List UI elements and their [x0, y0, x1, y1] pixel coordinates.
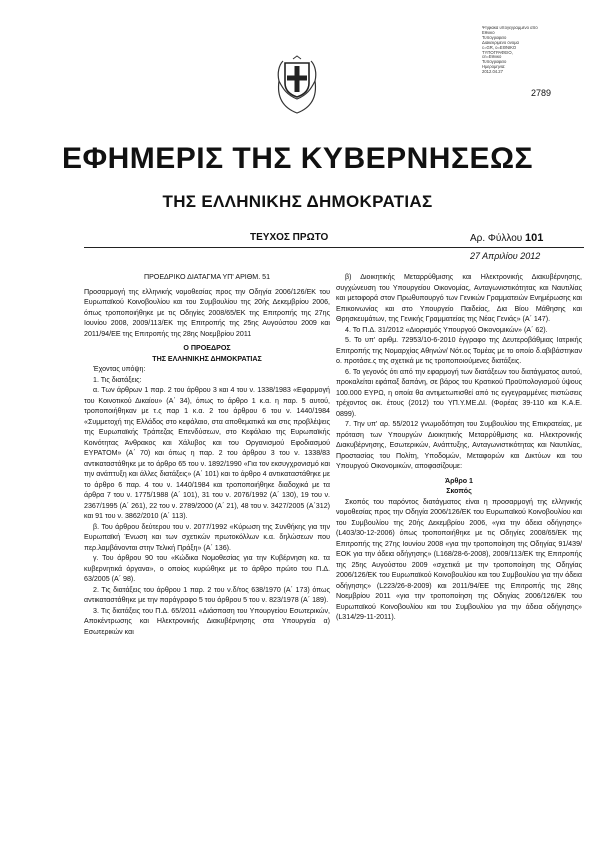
paragraph: β) Διοικητικής Μεταρρύθμισης και Ηλεκτρονικής Διακυβέρνησης, συγχώνευση του Υπουργείου Οικονομίας, Ανταγωνιστικότητας και Ναυτιλίας και μεταφορά στον Πρωθυπουργό των Γενικών Γραμματειών Ενημέρωσης και Επικοινωνίας και στο Υπουργείο Παιδείας, Δια Βίου Μάθησης και Θρησκευμάτων, της Γενικής Γραμματείας της Νέας Γενιάς» (Α΄ 147).	[336, 273, 582, 323]
president-heading: Ο ΠΡΟΕΔΡΟΣ	[183, 344, 231, 352]
paragraph: γ. Του άρθρου 90 του «Κώδικα Νομοθεσίας για την Κυβέρνηση κα. τα κυβερνητικά όργανα», ο οποίος κυρώθηκε με το άρθρο πρώτο του Π.Δ. 63/2005 (Α΄ 98).	[84, 554, 330, 583]
paragraph: 1. Τις διατάξεις:	[93, 375, 142, 384]
paragraph: 4. Το Π.Δ. 31/2012 «Διορισμός Υπουργού Οικονομικών» (Α΄ 62).	[345, 325, 548, 334]
right-column	[336, 272, 582, 623]
paragraph: 5. Το υπ' αριθμ. 72953/10-6-2010 έγγραφο της Δευτεροβάθμιας Ιατρικής Επιτροπής της Νομαρχίας Αθηνών/ Νότ.ος Τομέας με το οποίο δ.αβιβάστηκαν ο. προτάσε.ς της σχετικά με τις τροποποιούμενες διατάξεις.	[336, 336, 582, 365]
stamp-line: cn=Εθνικό	[482, 55, 502, 60]
sheet-number	[470, 232, 543, 244]
stamp-line: Ημερομηνία:	[482, 65, 506, 70]
article-title: Σκοπός	[446, 487, 472, 495]
paragraph: Έχοντας υπόψη:	[93, 365, 146, 373]
president-subheading: ΤΗΣ ΕΛΛΗΝΙΚΗΣ ΔΗΜΟΚΡΑΤΙΑΣ	[152, 354, 262, 363]
stamp-line: Ψηφιακά υπογεγραμμένο από	[482, 26, 538, 30]
coat-of-arms-emblem	[271, 55, 323, 117]
masthead-title: ΕΦΗΜΕΡΙΣ ΤΗΣ ΚΥΒΕΡΝΗΣΕΩΣ	[61, 142, 534, 175]
paragraph: 7. Την υπ' αρ. 55/2012 γνωμοδότηση του Συμβουλίου της Επικρατείας, με πρόταση των Υπουργών Διοικητικής Μεταρρύθμισης κα. Ηλεκτρονικής Διακυβέρνησης, Εσωτερικών, Ανάπτυξης, Ανταγωνιστικότητας και Ναυτιλίας, Προστασίας του Πολίτη, Υποδομών, Μεταφορών και Δικτύων και του Υπουργού Οικονομικών, αποφασίζουμε:	[336, 420, 582, 470]
paragraph: 6. Το γεγονός ότι από την εφαρμογή των διατάξεων του διατάγματος αυτού, προκαλείται εφάπαξ δαπάνη, σε βάρος του Κρατικού Προϋπολογισμού ύψους 100.000 ΕΥΡΩ, η οποία θα αντιμετωπισθεί από τις εγγεγραμμένες πιστώσεις τρέχοντος οικ. έτους (2012) του ΥΠ.Υ.ΜΕ.ΔΙ. (Φορέας 39-110 και Κ.Α.Ε. 0899).	[336, 367, 582, 418]
stamp-line: c=GR, o=ΕΘΝΙΚΟ	[482, 45, 517, 50]
stamp-line: Τυπογραφείο	[482, 60, 507, 65]
left-column	[84, 272, 330, 637]
paragraph: α. Των άρθρων 1 παρ. 2 του άρθρου 3 και 4 του ν. 1338/1983 «Εφαρμογή του Κοινοτικού Δικαίου» (Α΄ 34), όπως το άρθρο 1 κ.α. η παρ. 5 αυτού, τροποποιήθηκαν με τ.ς παρ 1 κ.α. 2 του άρθρου 6 του ν. 1440/1984 «Συμμετοχή της Ελλάδος στο κεφάλαιο, στα αποθεματικά και στις προβλέψεις της Ευρωπαϊκής Τράπεζας Επενδύσεων, στο Κεφάλαιο της Ευρωπαϊκής Κοινότητας Άνθρακος και Χάλυβος και του Οργανισμού Εφοδιασμού ΕΥΡΑΤΟΜ» (Α΄ 70) και όπως η παρ. 2 του άρθρου 3 του ν. 1338/83 αντικαταστάθηκε με το άρθρο 65 του ν. 1892/1990 «Για τον εκσυγχρονισμό και την ανάπτυξη και άλλες διατάξεις» (Α΄ 101) και το άρθρο 4 αντικαταστάθηκε με το άρθρο 6 παρ. 4 του ν. 1440/1984 και τροποποιήθηκε διαδοχικά με τα άρθρα 7 του ν. 1775/1988 (Α΄ 101), 31 του ν. 2076/1992 (Α΄ 130), 19 του ν. 2367/1995 (Α΄ 261), 22 του ν. 2789/2000 (Α΄ 21), 48 του ν. 3427/2005 (Α΄312) και 91 του ν. 3862/2010 (Α΄ 113).	[84, 386, 330, 520]
digital-signature-stamp	[482, 26, 548, 75]
page-number: 2789	[531, 88, 552, 98]
issue-date: 27 Απριλίου 2012	[470, 251, 541, 261]
article-heading: Άρθρο 1	[445, 476, 473, 485]
decree-number: ΠΡΟΕΔΡΙΚΟ ΔΙΑΤΑΓΜΑ ΥΠ' ΑΡΙΘΜ. 51	[143, 273, 271, 281]
sheet-label: Αρ. Φύλλου	[470, 233, 523, 244]
stamp-line: ΤΥΠΟΓΡΑΦΕΙΟ,	[482, 50, 513, 55]
header-divider	[84, 247, 584, 248]
paragraph: Σκοπός του παρόντος διατάγματος είναι η προσαρμογή της ελληνικής νομοθεσίας προς την Οδηγία 2006/126/ΕΚ του Ευρωπαϊκού Κοινοβουλίου και του Συμβουλίου της 20ής Δεκεμβρίου 2006, «για την άδεια οδήγησης» (L403/30-12-2006) όπως τροποποιήθηκε με τις Οδηγίες 2008/65/ΕΚ της Επιτροπής της 27ης Ιουνίου 2008 «για την τροποποίηση της Οδηγίας 91/439/ΕΟΚ για την άδεια οδήγησης» (L168/28-6-2008), 2009/113/ΕΚ της Επιτροπής της 25ης Αυγούστου 2009 «σχετικά με την τροποποίηση της Οδηγίας 2006/126/ΕΚ του Ευρωπαϊκού Κοινοβουλίου και του Συμβουλίου για την άδεια οδήγησης» (L223/26-8-2009) και 2011/94/ΕΕ της Επιτροπής της 28ης Νοεμβρίου 2011 «για την τροποποίηση της Οδηγίας 2006/126/ΕΚ του Ευρωπαϊκού Κοινοβουλίου και του Συμβουλίου για την άδεια οδήγησης» (L314/29-11-2011).	[336, 497, 582, 621]
masthead-subtitle: ΤΗΣ ΕΛΛΗΝΙΚΗΣ ΔΗΜΟΚΡΑΤΙΑΣ	[162, 192, 433, 211]
stamp-line: Εθνικό	[482, 30, 495, 35]
decree-subject: Προσαρμογή της ελληνικής νομοθεσίας προς την Οδηγία 2006/126/ΕΚ του Ευρωπαϊκού Κοινοβουλίου και του Συμβουλίου της 20ής Δεκεμβρίου 2006, όπως τροποποιήθηκε με τις Οδηγίες 2008/65/ΕΚ της Επιτροπής της 27ης Ιουνίου 2008, 2009/113/ΕΚ της Επιτροπής της 25ης Αυγούστου 2009 και 2011/94/ΕΕ της Επιτροπής της 28ης Νοεμβρίου 2011	[84, 287, 330, 338]
paragraph: 3. Τις διατάξεις του Π.Δ. 65/2011 «Διάσπαση του Υπουργείου Εσωτερικών, Αποκέντρωσης και Ηλεκτρονικής Διακυβέρνησης στα Υπουργεία α) Εσωτερικών και	[84, 606, 330, 636]
paragraph: β. Του άρθρου δεύτερου του ν. 2077/1992 «Κύρωση της Συνθήκης για την Ευρωπαϊκή Ένωση και των σχετικών πρωτοκόλλων κ.α. δηλώσεων που περ.λαμβάνονται στην Τελική Πράξη» (Α΄ 136).	[84, 522, 330, 552]
stamp-line: 2012.04.27	[482, 70, 503, 75]
issue-series: ΤΕΥΧΟΣ ΠΡΩΤΟ	[250, 232, 329, 243]
stamp-line: Διακεκριμένο όνομα	[482, 40, 519, 45]
paragraph: 2. Τις διατάξεις του άρθρου 1 παρ. 2 του ν.δ/τος 638/1970 (Α΄ 173) όπως αντικαταστάθηκε με την παράγραφο 5 του άρθρου 5 του ν. 823/1978 (Α΄ 189).	[84, 585, 330, 604]
stamp-line: Τυπογραφείο	[482, 35, 507, 40]
sheet-number-value: 101	[525, 232, 544, 244]
